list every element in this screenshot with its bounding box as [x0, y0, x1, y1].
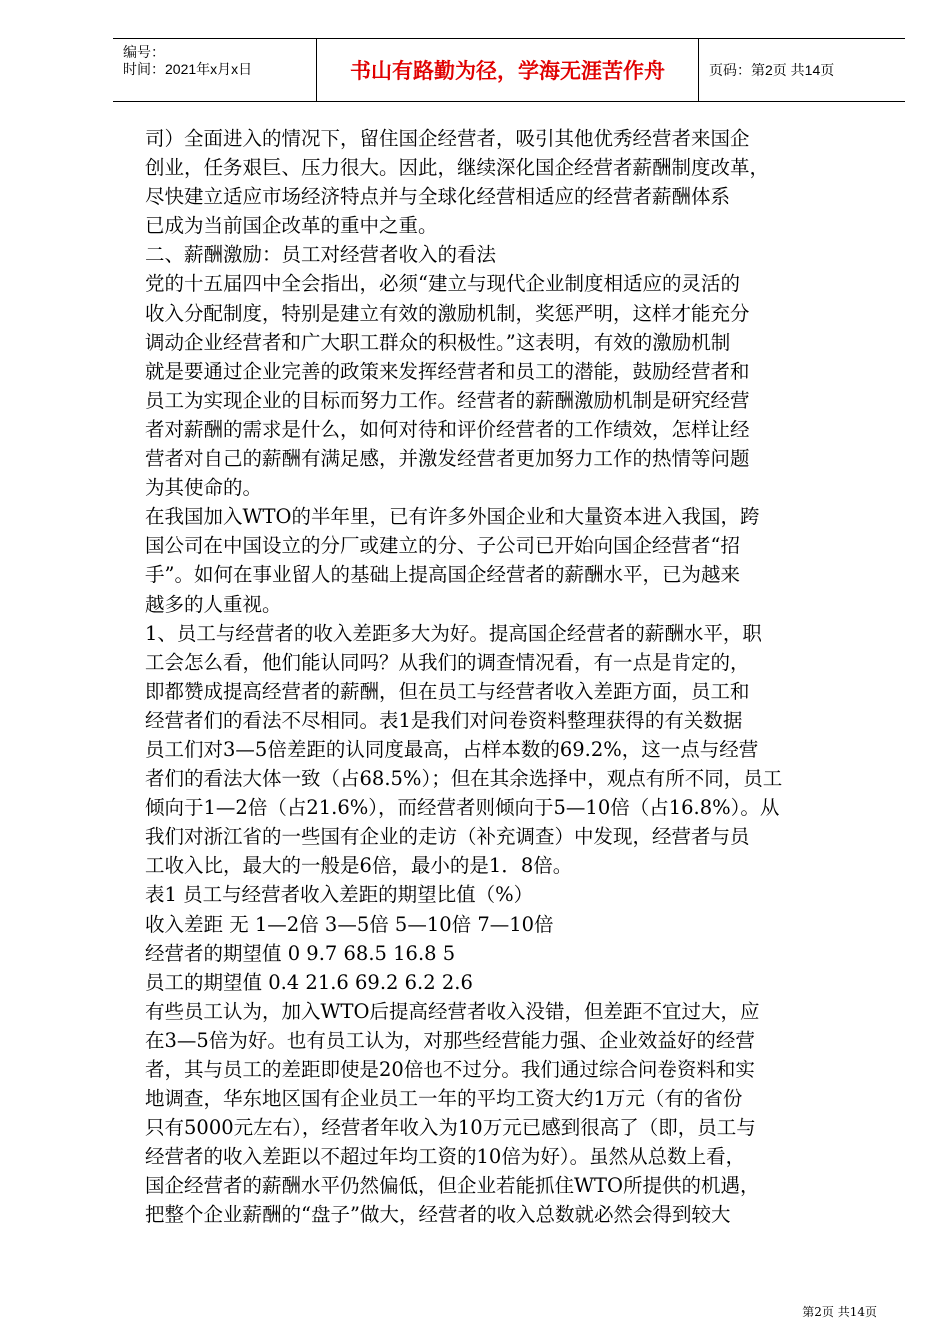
- text-line: 地调查，华东地区国有企业员工一年的平均工资大约1万元（有的省份: [145, 1087, 743, 1111]
- text-line: 国公司在中国设立的分厂或建立的分、子公司已开始向国企经营者“招: [145, 534, 740, 558]
- text-line: 二、薪酬激励：员工对经营者收入的看法: [145, 243, 497, 267]
- text-line: 有些员工认为，加入WTO后提高经营者收入没错，但差距不宜过大，应: [145, 999, 760, 1023]
- text-line: 越多的人重视。: [145, 592, 282, 616]
- page-header: [113, 38, 905, 102]
- text-line: 员工的期望值 0.4 21.6 69.2 6.2 2.6: [145, 970, 473, 994]
- header-time: 时间：2021年x月x日: [123, 61, 253, 77]
- text-line: 即都赞成提高经营者的薪酬，但在员工与经营者收入差距方面，员工和: [145, 679, 750, 703]
- text-line: 调动企业经营者和广大职工群众的积极性。”这表明，有效的激励机制: [145, 330, 731, 354]
- header-meta: [113, 39, 317, 101]
- text-line: 尽快建立适应市场经济特点并与全球化经营相适应的经营者薪酬体系: [145, 185, 731, 209]
- text-line: 经营者的期望值 0 9.7 68.5 16.8 5: [145, 941, 456, 965]
- text-line: 只有5000元左右），经营者年收入为10万元已感到很高了（即，员工与: [145, 1116, 756, 1140]
- header-number: 编号：: [123, 44, 165, 60]
- text-line: 手”。如何在事业留人的基础上提高国企经营者的薪酬水平，已为越来: [145, 563, 740, 587]
- text-line: 国企经营者的薪酬水平仍然偏低，但企业若能抓住WTO所提供的机遇，: [145, 1174, 760, 1198]
- text-line: 员工为实现企业的目标而努力工作。经营者的薪酬激励机制是研究经营: [145, 388, 750, 412]
- text-line: 营者对自己的薪酬有满足感，并激发经营者更加努力工作的热情等问题: [145, 447, 750, 471]
- text-line: 创业，任务艰巨、压力很大。因此，继续深化国企经营者薪酬制度改革，: [145, 156, 770, 180]
- text-line: 收入分配制度，特别是建立有效的激励机制，奖惩严明，这样才能充分: [145, 301, 750, 325]
- text-line: 工收入比，最大的一般是6倍，最小的是1．8倍。: [145, 854, 573, 878]
- text-line: 在3—5倍为好。也有员工认为，对那些经营能力强、企业效益好的经营: [145, 1028, 755, 1052]
- text-line: 我们对浙江省的一些国有企业的走访（补充调查）中发现，经营者与员: [145, 825, 750, 849]
- text-line: 经营者的收入差距以不超过年均工资的10倍为好）。虽然从总数上看，: [145, 1145, 746, 1169]
- header-page-number: 页码：第2页 共14页: [709, 62, 835, 78]
- text-line: 员工们对3—5倍差距的认同度最高，占样本数的69.2%，这一点与经营: [145, 737, 759, 761]
- text-line: 在我国加入WTO的半年里，已有许多外国企业和大量资本进入我国，跨: [145, 505, 760, 529]
- text-line: 就是要通过企业完善的政策来发挥经营者和员工的潜能，鼓励经营者和: [145, 359, 750, 383]
- text-line: 1、员工与经营者的收入差距多大为好。提高国企经营者的薪酬水平，职: [145, 621, 762, 645]
- text-line: 倾向于1—2倍（占21.6%），而经营者则倾向于5—10倍（占16.8%）。从: [145, 796, 780, 820]
- text-line: 已成为当前国企改革的重中之重。: [145, 214, 438, 238]
- text-line: 为其使命的。: [145, 476, 263, 500]
- header-motto: 书山有路勤为径，学海无涯苦作舟: [317, 39, 699, 101]
- text-line: 党的十五届四中全会指出，必须“建立与现代企业制度相适应的灵活的: [145, 272, 740, 296]
- page-footer: 第2页 共14页: [802, 1305, 877, 1319]
- text-line: 者对薪酬的需求是什么，如何对待和评价经营者的工作绩效，怎样让经: [145, 417, 750, 441]
- text-line: 司）全面进入的情况下，留住国企经营者，吸引其他优秀经营者来国企: [145, 127, 750, 150]
- text-line: 者们的看法大体一致（占68.5%）；但在其余选择中，观点有所不同，员工: [145, 767, 783, 791]
- text-line: 工会怎么看，他们能认同吗？从我们的调查情况看，有一点是肯定的，: [145, 650, 750, 674]
- text-line: 经营者们的看法不尽相同。表1是我们对问卷资料整理获得的有关数据: [145, 708, 743, 732]
- text-line: 把整个企业薪酬的“盘子”做大，经营者的收入总数就必然会得到较大: [145, 1203, 731, 1227]
- body-text: [145, 124, 885, 1230]
- text-line: 收入差距 无 1—2倍 3—5倍 5—10倍 7—10倍: [145, 912, 554, 936]
- text-line: 者，其与员工的差距即使是20倍也不过分。我们通过综合问卷资料和实: [145, 1058, 755, 1081]
- text-line: 表1 员工与经营者收入差距的期望比值（%）: [145, 883, 534, 907]
